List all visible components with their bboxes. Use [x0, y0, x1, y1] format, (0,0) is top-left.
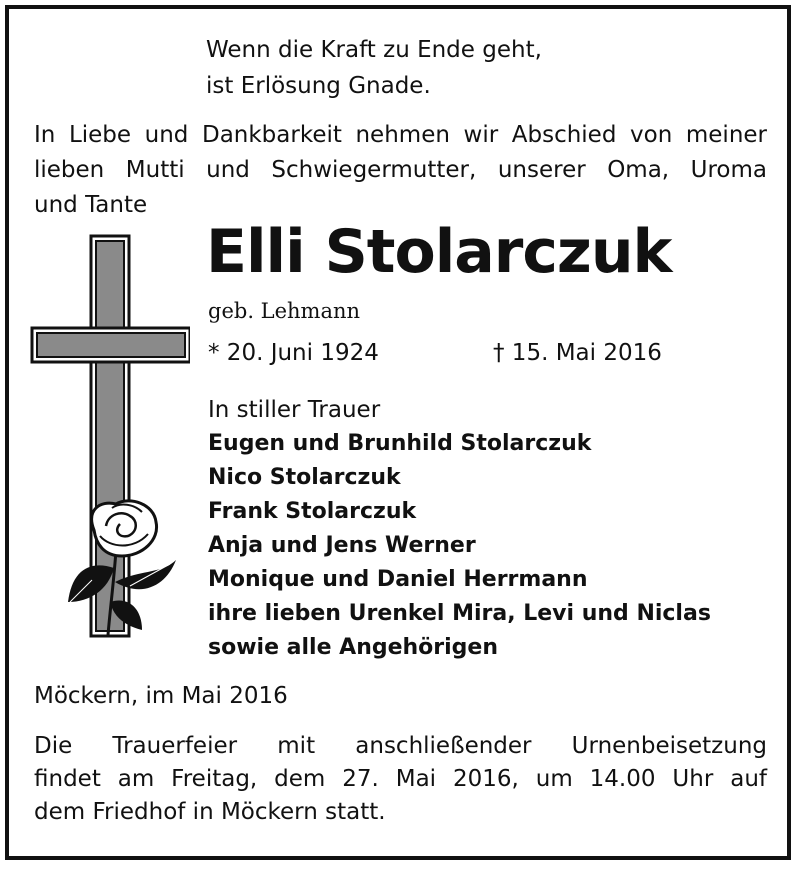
mourner: Monique und Daniel Herrmann [208, 567, 588, 592]
intro-line-3: und Tante [34, 192, 148, 218]
funeral-line-2: findet am Freitag, dem 27. Mai 2016, um 14.00 Uhr auf [34, 766, 767, 792]
mourning-heading: In stiller Trauer [208, 397, 381, 423]
mourner: Nico Stolarczuk [208, 465, 401, 490]
mourner: Anja und Jens Werner [208, 533, 476, 558]
place-date: Möckern, im Mai 2016 [34, 683, 288, 709]
funeral-line-3: dem Friedhof in Möckern statt. [34, 799, 386, 825]
mourner: ihre lieben Urenkel Mira, Levi und Niclas [208, 601, 711, 626]
quote-line-2: ist Erlösung Gnade. [206, 73, 431, 99]
quote [206, 32, 626, 104]
deceased-name: Elli Stolarczuk [206, 217, 672, 287]
mourners-list [208, 427, 711, 665]
quote-line-1: Wenn die Kraft zu Ende geht, [206, 37, 542, 63]
funeral-info [34, 730, 767, 829]
mourner: Eugen und Brunhild Stolarczuk [208, 431, 592, 456]
funeral-line-1: Die Trauerfeier mit anschließender Urnenbeisetzung [34, 733, 767, 759]
intro-line-1: In Liebe und Dankbarkeit nehmen wir Abschied von meiner [34, 122, 767, 148]
maiden-name: geb. Lehmann [208, 299, 361, 323]
cross-icon [30, 230, 190, 640]
mourner: sowie alle Angehörigen [208, 635, 499, 660]
mourner: Frank Stolarczuk [208, 499, 417, 524]
birth-date: * 20. Juni 1924 [208, 340, 379, 366]
life-dates [208, 336, 662, 370]
intro-text [34, 118, 767, 223]
intro-line-2: lieben Mutti und Schwiegermutter, unserer Oma, Uroma [34, 157, 767, 183]
death-date: † 15. Mai 2016 [493, 340, 662, 366]
